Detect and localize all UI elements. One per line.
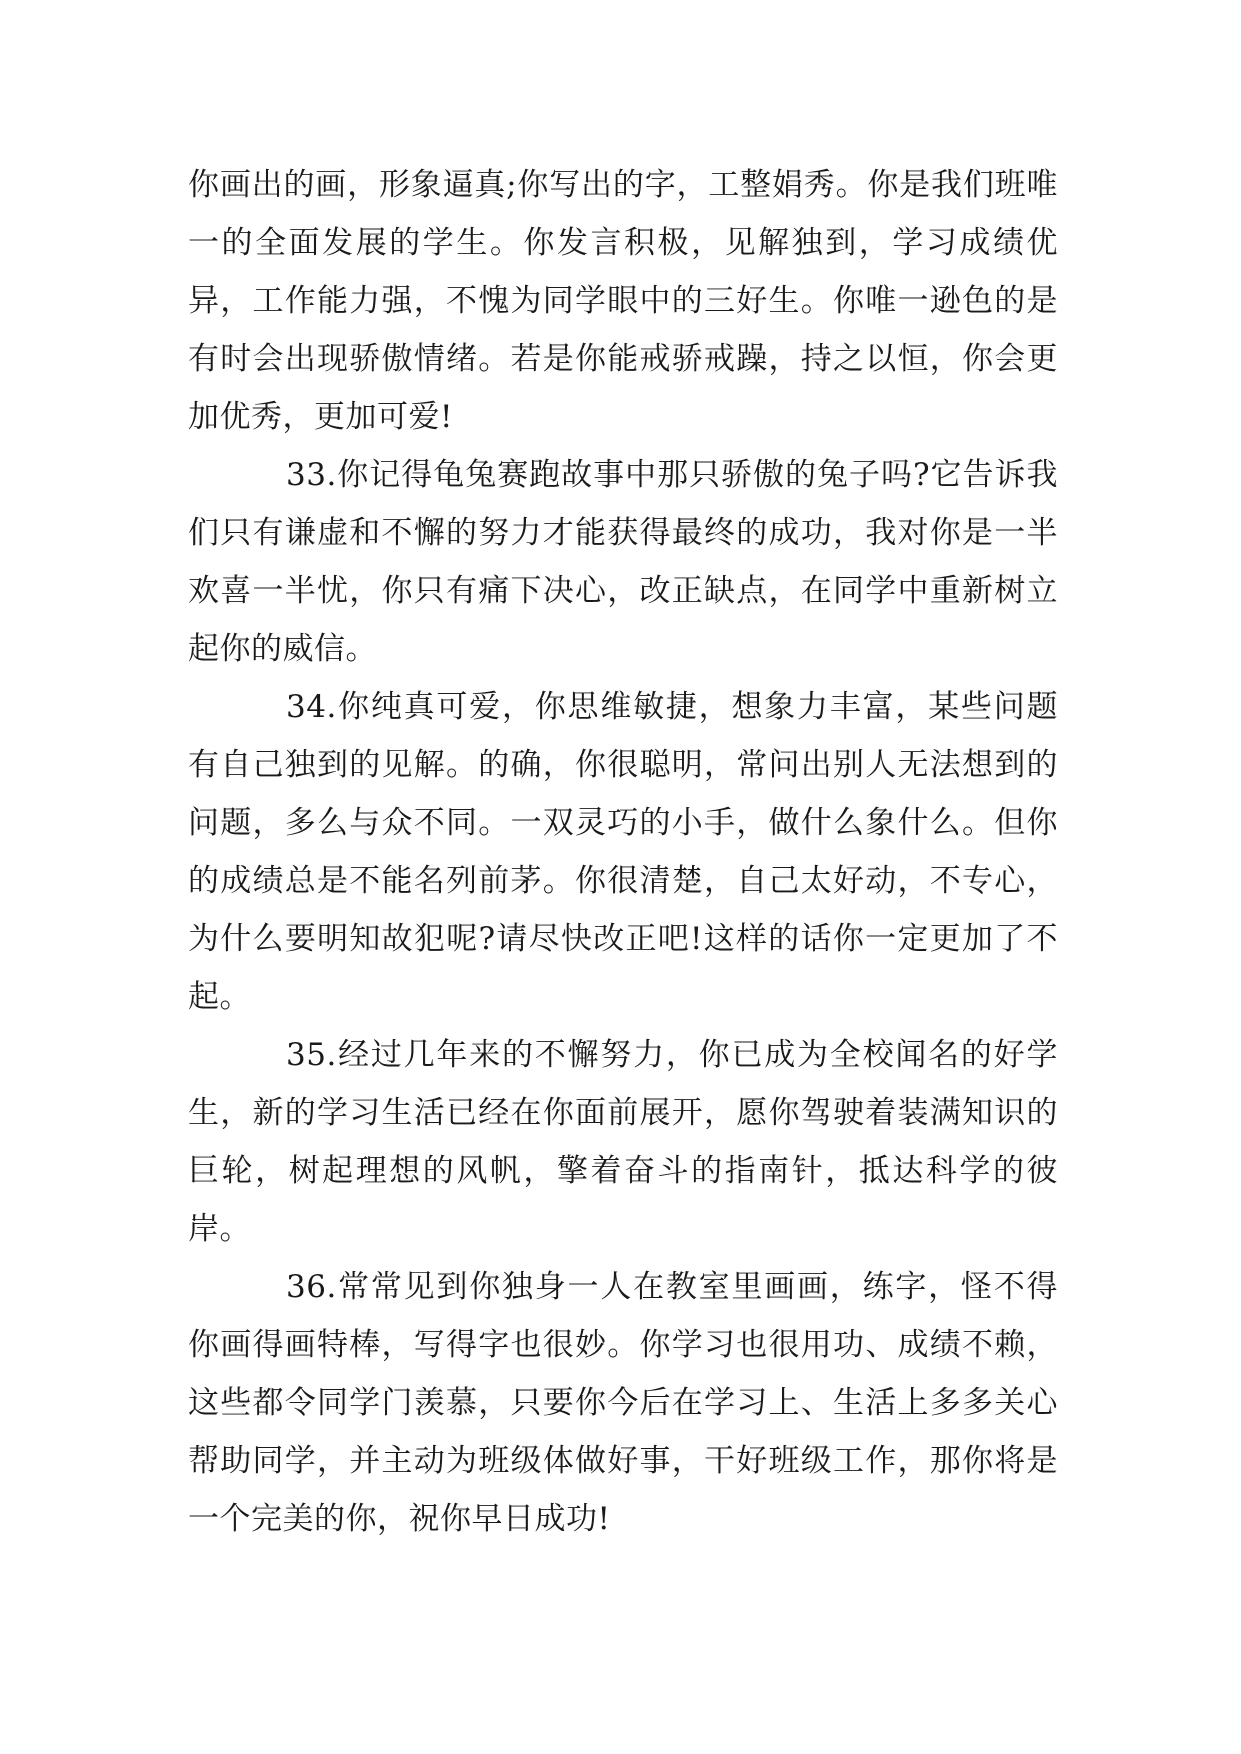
- paragraph-33: 33.你记得龟兔赛跑故事中那只骄傲的兔子吗?它告诉我们只有谦虚和不懈的努力才能获得最终的成功，我对你是一半欢喜一半忧，你只有痛下决心，改正缺点，在同学中重新树立起你的威信。: [188, 457, 1058, 667]
- paragraph-intro: 你画出的画，形象逼真;你写出的字，工整娟秀。你是我们班唯一的全面发展的学生。你发言积极，见解独到，学习成绩优异，工作能力强，不愧为同学眼中的三好生。你唯一逊色的是有时会出现骄傲情绪。若是你能戒骄戒躁，持之以恒，你会更加优秀，更加可爱!: [188, 167, 1058, 435]
- paragraph-34: 34.你纯真可爱，你思维敏捷，想象力丰富，某些问题有自己独到的见解。的确，你很聪明，常问出别人无法想到的问题，多么与众不同。一双灵巧的小手，做什么象什么。但你的成绩总是不能名列前茅。你很清楚，自己太好动，不专心，为什么要明知故犯呢?请尽快改正吧!这样的话你一定更加了不起。: [188, 689, 1058, 1015]
- document-body: [188, 156, 1058, 1548]
- paragraph-36: 36.常常见到你独身一人在教室里画画，练字，怪不得你画得画特棒，写得字也很妙。你学习也很用功、成绩不赖，这些都令同学门羡慕，只要你今后在学习上、生活上多多关心帮助同学，并主动为班级体做好事，干好班级工作，那你将是一个完美的你，祝你早日成功!: [188, 1269, 1058, 1537]
- paragraph-35: 35.经过几年来的不懈努力，你已成为全校闻名的好学生，新的学习生活已经在你面前展开，愿你驾驶着装满知识的巨轮，树起理想的风帆，擎着奋斗的指南针，抵达科学的彼岸。: [188, 1037, 1058, 1247]
